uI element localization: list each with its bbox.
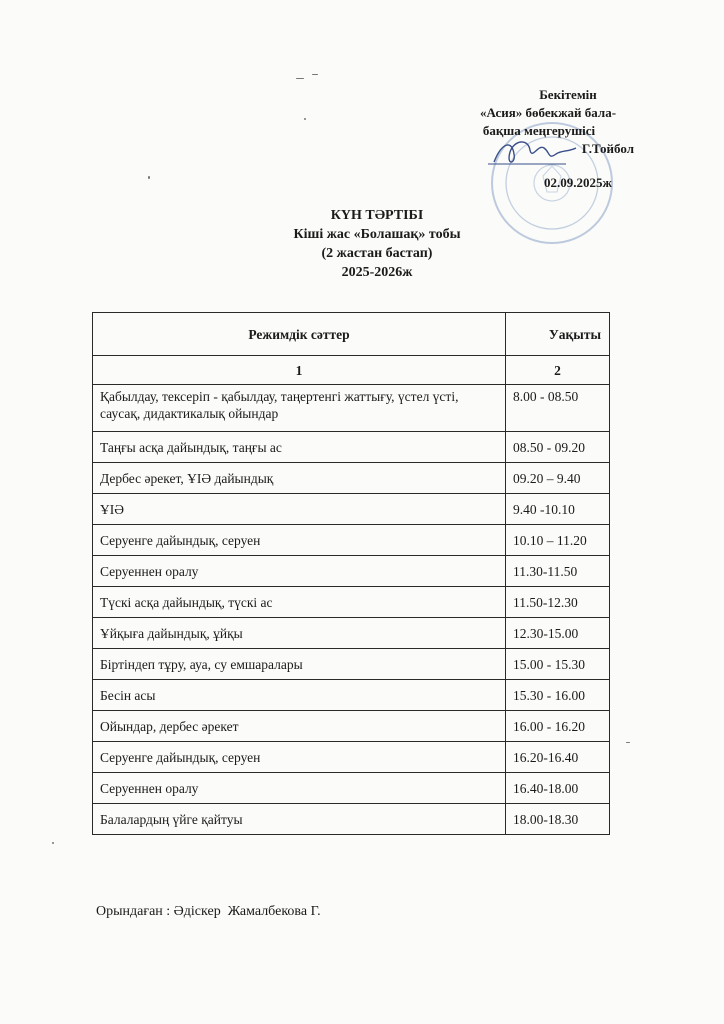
time-cell: 09.20 – 9.40 bbox=[506, 463, 610, 494]
table-row bbox=[93, 618, 610, 649]
time-cell: 08.50 - 09.20 bbox=[506, 432, 610, 463]
activity-cell: Таңғы асқа дайындық, таңғы ас bbox=[93, 432, 506, 463]
time-cell: 8.00 - 08.50 bbox=[506, 385, 610, 432]
activity-cell: Бесін асы bbox=[93, 680, 506, 711]
activity-cell: Балалардың үйге қайтуы bbox=[93, 804, 506, 835]
activity-cell: Ұйқыға дайындық, ұйқы bbox=[93, 618, 506, 649]
document-title: КҮН ТӘРТІБІ bbox=[330, 208, 424, 223]
approval-position: бақша меңгерушісі bbox=[482, 123, 596, 138]
scan-speck bbox=[52, 842, 54, 844]
time-cell: 16.40-18.00 bbox=[506, 773, 610, 804]
time-cell: 12.30-15.00 bbox=[506, 618, 610, 649]
table-row bbox=[93, 649, 610, 680]
scan-speck bbox=[626, 742, 630, 743]
time-cell: 16.20-16.40 bbox=[506, 742, 610, 773]
activity-cell: Серуеннен оралу bbox=[93, 773, 506, 804]
activity-cell: Серуеннен оралу bbox=[93, 556, 506, 587]
table-row bbox=[93, 680, 610, 711]
activity-cell: Біртіндеп тұру, ауа, су емшаралары bbox=[93, 649, 506, 680]
time-cell: 18.00-18.30 bbox=[506, 804, 610, 835]
table-row bbox=[93, 773, 610, 804]
table-row bbox=[93, 711, 610, 742]
scan-speck bbox=[296, 78, 304, 79]
header-time: Уақыты bbox=[506, 313, 610, 356]
daily-schedule-table bbox=[92, 312, 610, 835]
table-row bbox=[93, 525, 610, 556]
age-range: (2 жастан бастап) bbox=[321, 246, 433, 261]
time-cell: 10.10 – 11.20 bbox=[506, 525, 610, 556]
time-cell: 16.00 - 16.20 bbox=[506, 711, 610, 742]
prepared-by-line: Орындаған : Әдіскер Жамалбекова Г. bbox=[96, 904, 321, 919]
document-title-block bbox=[0, 206, 724, 282]
column-number-row bbox=[93, 356, 610, 385]
column-number-1: 1 bbox=[93, 356, 506, 385]
scan-speck bbox=[304, 118, 306, 120]
column-number-2: 2 bbox=[506, 356, 610, 385]
academic-year: 2025-2026ж bbox=[341, 265, 413, 280]
activity-cell: Түскі асқа дайындық, түскі ас bbox=[93, 587, 506, 618]
time-cell: 15.30 - 16.00 bbox=[506, 680, 610, 711]
group-name: Кіші жас «Болашақ» тобы bbox=[293, 227, 461, 242]
approval-date: 02.09.2025ж bbox=[544, 175, 612, 190]
approval-organization: «Асия» бөбекжай бала- bbox=[479, 105, 617, 120]
time-cell: 11.30-11.50 bbox=[506, 556, 610, 587]
time-cell: 9.40 -10.10 bbox=[506, 494, 610, 525]
approval-block bbox=[448, 86, 648, 192]
table-header-row bbox=[93, 313, 610, 356]
activity-cell: ҰІӘ bbox=[93, 494, 506, 525]
header-activity: Режимдік сәттер bbox=[93, 313, 506, 356]
approval-signatory: Г.Тойбол bbox=[581, 141, 634, 156]
activity-cell: Ойындар, дербес әрекет bbox=[93, 711, 506, 742]
table-row bbox=[93, 494, 610, 525]
table-row bbox=[93, 556, 610, 587]
table-row bbox=[93, 804, 610, 835]
scan-speck bbox=[148, 176, 150, 179]
activity-cell: Дербес әрекет, ҰІӘ дайындық bbox=[93, 463, 506, 494]
scan-speck bbox=[312, 74, 318, 75]
table-row bbox=[93, 432, 610, 463]
activity-cell: Қабылдау, тексеріп - қабылдау, таңертенгі жаттығу, үстел үсті, саусақ, дидактикалық ойындар bbox=[93, 385, 506, 432]
time-cell: 11.50-12.30 bbox=[506, 587, 610, 618]
table-row bbox=[93, 742, 610, 773]
time-cell: 15.00 - 15.30 bbox=[506, 649, 610, 680]
activity-cell: Серуенге дайындық, серуен bbox=[93, 742, 506, 773]
table-row bbox=[93, 587, 610, 618]
approval-heading: Бекітемін bbox=[539, 87, 597, 102]
table-row bbox=[93, 385, 610, 432]
table-row bbox=[93, 463, 610, 494]
activity-cell: Серуенге дайындық, серуен bbox=[93, 525, 506, 556]
